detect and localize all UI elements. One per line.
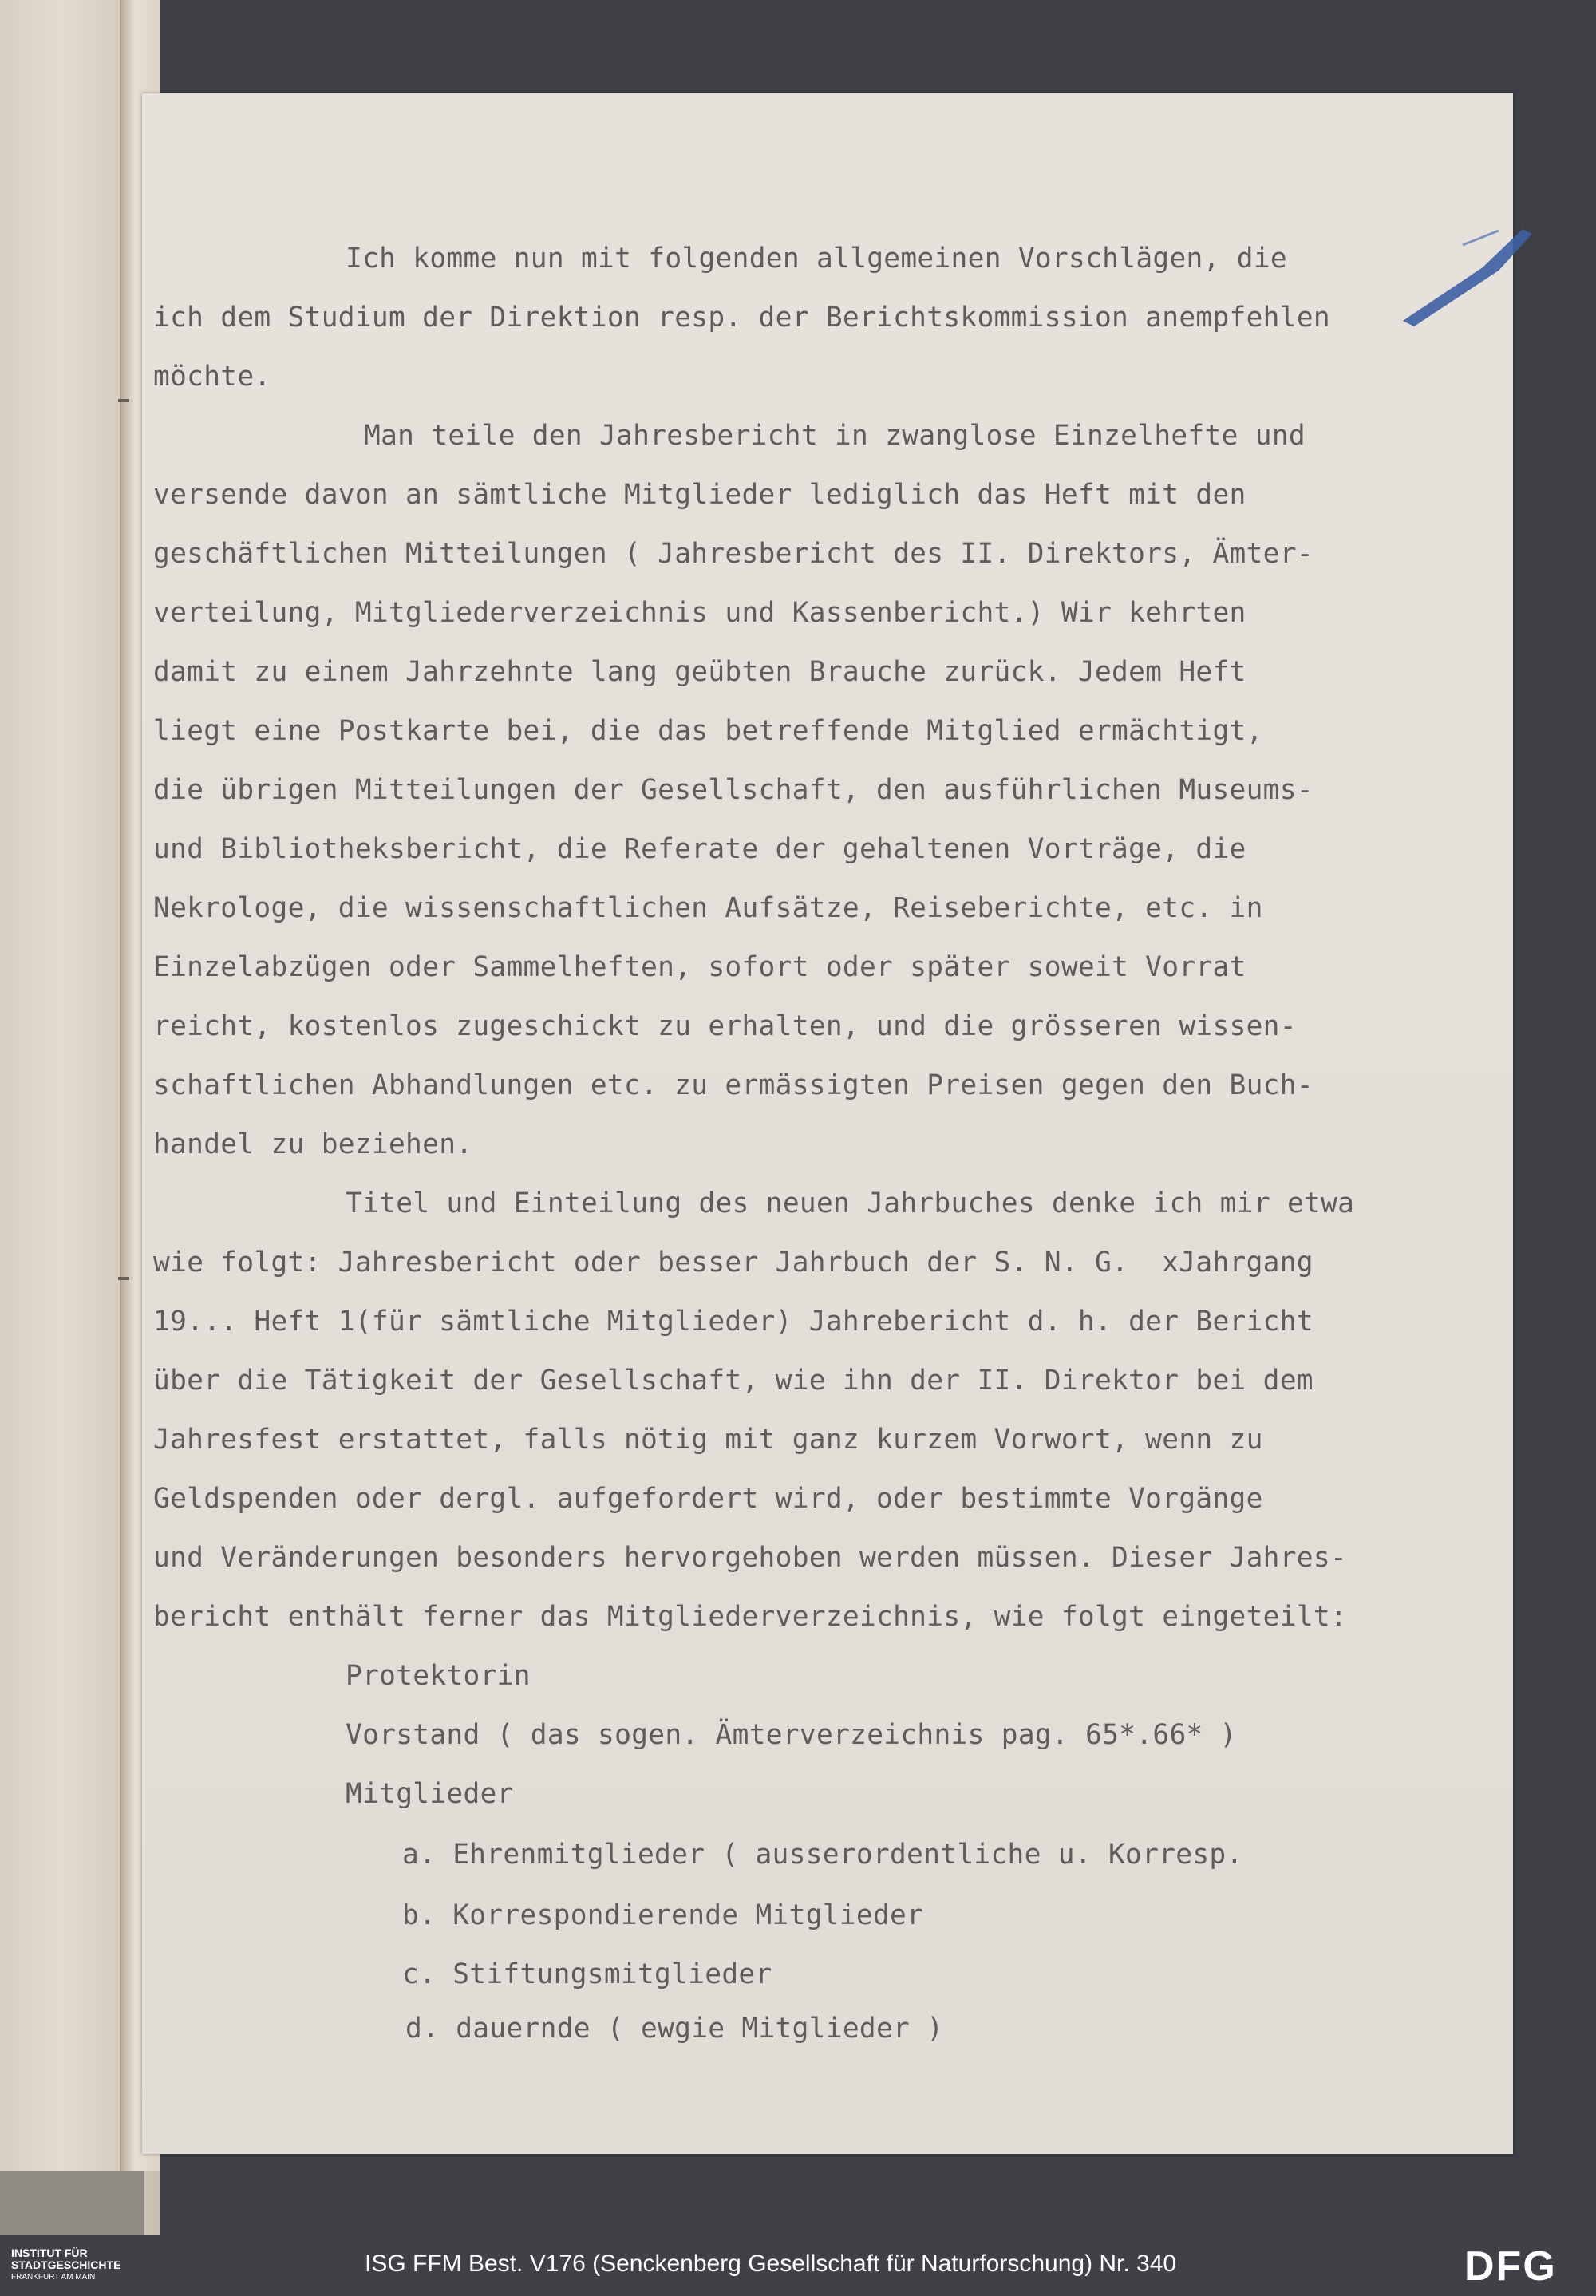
text-line: Man teile den Jahresbericht in zwanglose Einzelhefte und: [364, 420, 1306, 452]
text-line: Ich komme nun mit folgenden allgemeinen Vorschlägen, die: [346, 243, 1287, 275]
text-line: Titel und Einteilung des neuen Jahrbuches denke ich mir etwa: [346, 1188, 1355, 1219]
text-line: Jahresfest erstattet, falls nötig mit ganz kurzem Vorwort, wenn zu: [153, 1424, 1263, 1456]
text-line: und Veränderungen besonders hervorgehoben werden müssen. Dieser Jahres-: [153, 1542, 1348, 1574]
binding-cloth: [0, 2171, 144, 2235]
binding-pin-mark: [118, 1277, 129, 1280]
text-line: reicht, kostenlos zugeschickt zu erhalten, und die grösseren wissen-: [153, 1010, 1297, 1042]
text-line: versende davon an sämtliche Mitglieder lediglich das Heft mit den: [153, 479, 1246, 511]
list-item: c. Stiftungsmitglieder: [402, 1958, 772, 1990]
list-item: b. Korrespondierende Mitglieder: [402, 1899, 924, 1931]
institute-name-line: STADTGESCHICHTE: [11, 2258, 121, 2271]
list-item: d. dauernde ( ewgie Mitglieder ): [405, 2013, 944, 2045]
text-line: handel zu beziehen.: [153, 1128, 473, 1160]
binding-pin-mark: [118, 399, 129, 402]
archive-footer: [0, 2235, 1596, 2296]
book-binding: [0, 0, 160, 2235]
list-heading: Protektorin: [346, 1660, 531, 1692]
text-line: wie folgt: Jahresbericht oder besser Jahrbuch der S. N. G. xJahrgang: [153, 1247, 1314, 1278]
typewritten-page: [142, 93, 1513, 2154]
text-line: verteilung, Mitgliederverzeichnis und Kassenbericht.) Wir kehrten: [153, 597, 1246, 629]
list-heading: Mitglieder: [346, 1778, 514, 1810]
text-line: liegt eine Postkarte bei, die das betreffende Mitglied ermächtigt,: [153, 715, 1263, 747]
text-line: ich dem Studium der Direktion resp. der Berichtskommission anempfehlen: [153, 302, 1330, 334]
dfg-logo: DFG: [1464, 2243, 1557, 2290]
archive-caption: ISG FFM Best. V176 (Senckenberg Gesellschaft für Naturforschung) Nr. 340: [365, 2251, 1177, 2277]
text-line: Geldspenden oder dergl. aufgefordert wird, oder bestimmte Vorgänge: [153, 1483, 1263, 1515]
text-line: damit zu einem Jahrzehnte lang geübten Brauche zurück. Jedem Heft: [153, 656, 1246, 688]
institute-name-line: INSTITUT FÜR: [11, 2247, 88, 2259]
list-item: a. Ehrenmitglieder ( ausserordentliche u. Korresp.: [402, 1839, 1243, 1871]
text-line: über die Tätigkeit der Gesellschaft, wie ihn der II. Direktor bei dem: [153, 1365, 1314, 1397]
text-line: die übrigen Mitteilungen der Gesellschaft, den ausführlichen Museums-: [153, 774, 1314, 806]
institute-logo: [11, 2247, 120, 2283]
text-line: geschäftlichen Mitteilungen ( Jahresbericht des II. Direktors, Ämter-: [153, 538, 1314, 570]
text-line: möchte.: [153, 361, 271, 393]
text-line: 19... Heft 1(für sämtliche Mitglieder) Jahrebericht d. h. der Bericht: [153, 1306, 1314, 1338]
text-line: und Bibliotheksbericht, die Referate der gehaltenen Vorträge, die: [153, 833, 1246, 865]
list-heading: Vorstand ( das sogen. Ämterverzeichnis pag. 65*.66* ): [346, 1719, 1237, 1751]
text-line: Nekrologe, die wissenschaftlichen Aufsätze, Reiseberichte, etc. in: [153, 892, 1263, 924]
blue-pencil-mark-icon: [1387, 221, 1539, 333]
text-line: bericht enthält ferner das Mitgliederverzeichnis, wie folgt eingeteilt:: [153, 1601, 1348, 1633]
text-line: Einzelabzügen oder Sammelheften, sofort oder später soweit Vorrat: [153, 951, 1246, 983]
institute-city: FRANKFURT AM MAIN: [11, 2273, 96, 2282]
text-line: schaftlichen Abhandlungen etc. zu ermässigten Preisen gegen den Buch-: [153, 1069, 1314, 1101]
